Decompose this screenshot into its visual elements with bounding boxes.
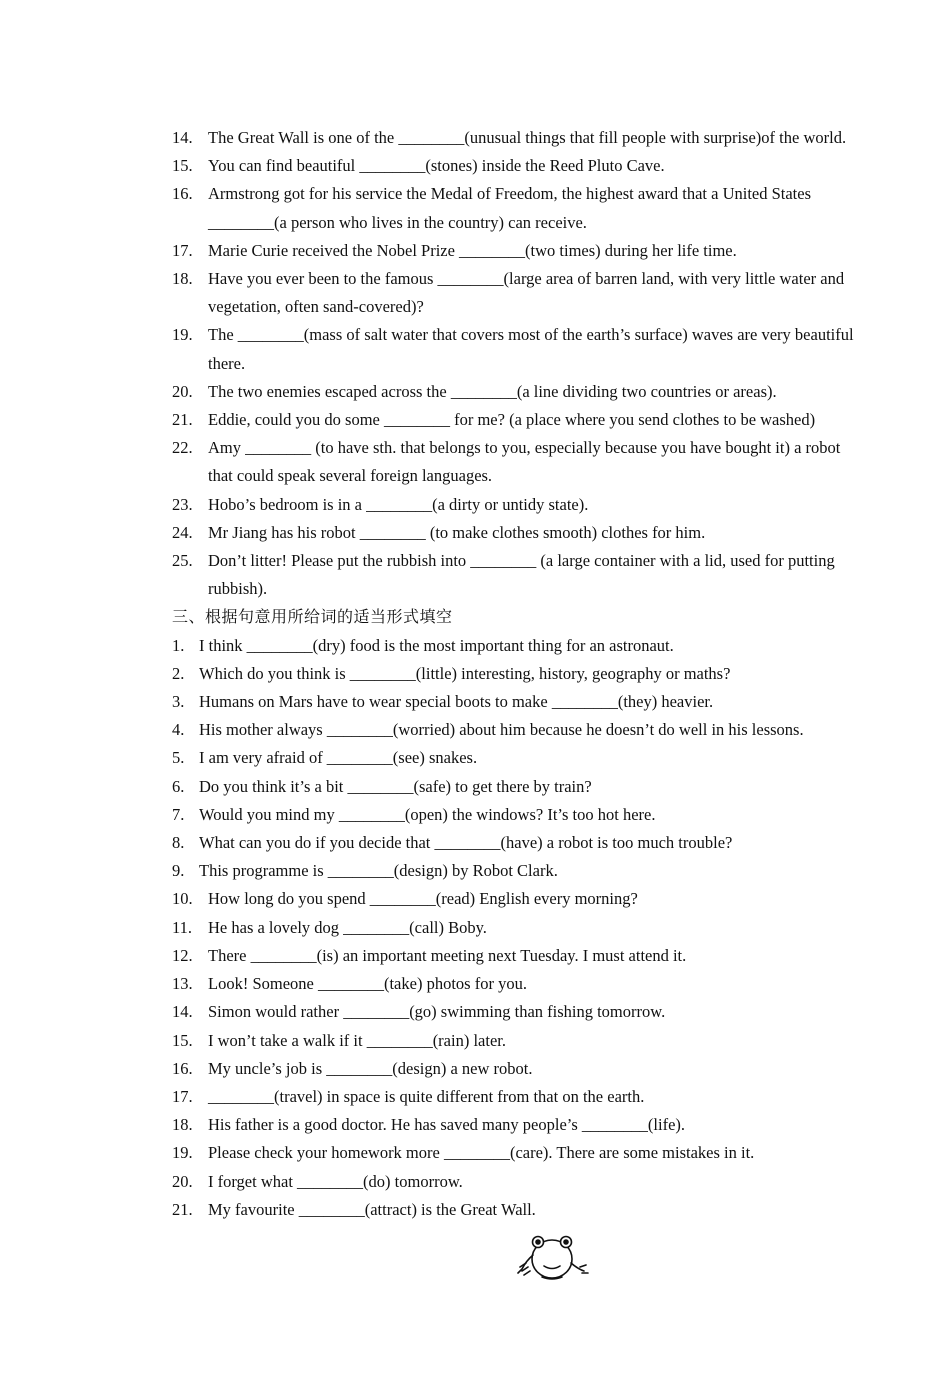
item-text-continuation: there. — [208, 353, 246, 373]
item-text: Do you think it’s a bit ________(safe) to get there by train? — [199, 776, 592, 796]
item-number: 7. — [172, 804, 185, 824]
item-number: 19. — [172, 325, 193, 345]
list-item — [172, 914, 934, 942]
item-text-continuation: that could speak several foreign languages. — [208, 466, 493, 486]
item-number: 13. — [172, 974, 193, 994]
item-text: His mother always ________(worried) about him because he doesn’t do well in his lessons. — [199, 720, 804, 740]
list-item — [172, 885, 934, 913]
list-item — [172, 857, 934, 885]
item-text: Eddie, could you do some ________ for me? (a place where you send clothes to be washed) — [208, 410, 816, 430]
item-text: Marie Curie received the Nobel Prize ________(two times) during her life time. — [208, 240, 737, 260]
list-item — [172, 632, 934, 660]
list-item — [172, 491, 934, 519]
item-number: 25. — [172, 551, 193, 571]
item-text: I think ________(dry) food is the most important thing for an astronaut. — [199, 635, 674, 655]
section-3-list — [172, 632, 934, 1224]
item-text: Simon would rather ________(go) swimming than fishing tomorrow. — [208, 1002, 666, 1022]
list-item — [172, 406, 934, 434]
list-item — [172, 1055, 934, 1083]
list-item — [172, 829, 934, 857]
item-number: 10. — [172, 889, 193, 909]
list-item — [172, 970, 934, 998]
item-number: 16. — [172, 184, 193, 204]
list-item — [172, 688, 934, 716]
item-number: 22. — [172, 438, 193, 458]
list-item — [172, 801, 934, 829]
list-item — [172, 773, 934, 801]
item-text: His father is a good doctor. He has saved many people’s ________(life). — [208, 1115, 686, 1135]
item-number: 8. — [172, 833, 185, 853]
item-number: 20. — [172, 381, 193, 401]
list-item — [172, 744, 934, 772]
list-item — [172, 660, 934, 688]
item-text: Have you ever been to the famous ________(large area of barren land, with very little water and — [208, 269, 845, 289]
list-item — [172, 547, 934, 575]
item-number: 3. — [172, 692, 185, 712]
item-text: What can you do if you decide that ________(have) a robot is too much trouble? — [199, 833, 733, 853]
list-item — [172, 1027, 934, 1055]
item-number: 16. — [172, 1058, 193, 1078]
item-text: How long do you spend ________(read) English every morning? — [208, 889, 638, 909]
item-text: My favourite ________(attract) is the Great Wall. — [208, 1199, 536, 1219]
item-text: The ________(mass of salt water that covers most of the earth’s surface) waves are very beautiful — [208, 325, 854, 345]
item-number: 18. — [172, 1115, 193, 1135]
item-text: Please check your homework more ________(care). There are some mistakes in it. — [208, 1143, 755, 1163]
item-number: 21. — [172, 410, 193, 430]
item-text-continuation: rubbish). — [208, 579, 268, 599]
item-text: The Great Wall is one of the ________(unusual things that fill people with surprise)of the world. — [208, 128, 847, 147]
item-text: My uncle’s job is ________(design) a new robot. — [208, 1058, 533, 1078]
item-number: 6. — [172, 776, 185, 796]
list-item — [172, 1083, 934, 1111]
list-item — [172, 124, 934, 152]
item-number: 19. — [172, 1143, 193, 1163]
item-text: There ________(is) an important meeting next Tuesday. I must attend it. — [208, 945, 687, 965]
section-heading: 三、根据句意用所给词的适当形式填空 — [172, 607, 453, 627]
list-item — [172, 998, 934, 1026]
item-text: I am very afraid of ________(see) snakes. — [199, 748, 478, 768]
item-number: 17. — [172, 1086, 193, 1106]
item-text: He has a lovely dog ________(call) Boby. — [208, 917, 487, 937]
item-number: 2. — [172, 663, 185, 683]
item-number: 9. — [172, 861, 185, 881]
item-number: 20. — [172, 1171, 193, 1191]
item-number: 15. — [172, 1030, 193, 1050]
item-number: 21. — [172, 1199, 193, 1219]
item-number: 12. — [172, 945, 193, 965]
item-text: This programme is ________(design) by Robot Clark. — [199, 861, 558, 881]
worksheet-page — [172, 124, 934, 1224]
list-item — [172, 1111, 934, 1139]
list-item — [172, 180, 934, 208]
item-text: ________(travel) in space is quite different from that on the earth. — [208, 1086, 645, 1106]
item-text: You can find beautiful ________(stones) inside the Reed Pluto Cave. — [208, 156, 665, 176]
item-text: Hobo’s bedroom is in a ________(a dirty or untidy state). — [208, 494, 589, 514]
item-number: 18. — [172, 269, 193, 289]
item-text: Don’t litter! Please put the rubbish into ________ (a large container with a lid, used for putting — [208, 551, 835, 571]
list-item — [172, 237, 934, 265]
item-text: Armstrong got for his service the Medal of Freedom, the highest award that a United States — [208, 184, 812, 204]
item-text: I forget what ________(do) tomorrow. — [208, 1171, 463, 1191]
item-number: 14. — [172, 1002, 193, 1022]
item-number: 14. — [172, 128, 193, 147]
item-text-continuation: ________(a person who lives in the country) can receive. — [208, 212, 587, 232]
item-text: I won’t take a walk if it ________(rain) later. — [208, 1030, 506, 1050]
list-item — [172, 1139, 934, 1167]
item-number: 5. — [172, 748, 185, 768]
list-item — [172, 1196, 934, 1224]
item-text: The two enemies escaped across the ________(a line dividing two countries or areas). — [208, 381, 777, 401]
list-item — [172, 434, 934, 462]
item-number: 15. — [172, 156, 193, 176]
item-number: 1. — [172, 635, 185, 655]
item-text: Would you mind my ________(open) the windows? It’s too hot here. — [199, 804, 656, 824]
list-item — [172, 942, 934, 970]
item-text: Humans on Mars have to wear special boots to make ________(they) heavier. — [199, 692, 714, 712]
section-2-list — [172, 124, 934, 603]
item-number: 4. — [172, 720, 185, 740]
item-number: 17. — [172, 240, 193, 260]
item-number: 23. — [172, 494, 193, 514]
item-number: 11. — [172, 917, 193, 937]
item-text: Amy ________ (to have sth. that belongs to you, especially because you have bought it) a robot — [208, 438, 841, 458]
item-text: Mr Jiang has his robot ________ (to make clothes smooth) clothes for him. — [208, 522, 706, 542]
list-item — [172, 519, 934, 547]
item-text: Which do you think is ________(little) interesting, history, geography or maths? — [199, 663, 731, 683]
list-item — [172, 265, 934, 293]
item-text-continuation: vegetation, often sand-covered)? — [208, 297, 424, 317]
list-item — [172, 716, 934, 744]
item-text: Look! Someone ________(take) photos for you. — [208, 974, 527, 994]
cartoon-mascot-icon — [514, 1233, 590, 1283]
list-item — [172, 1168, 934, 1196]
list-item — [172, 378, 934, 406]
item-number: 24. — [172, 522, 193, 542]
list-item — [172, 152, 934, 180]
list-item — [172, 321, 934, 349]
